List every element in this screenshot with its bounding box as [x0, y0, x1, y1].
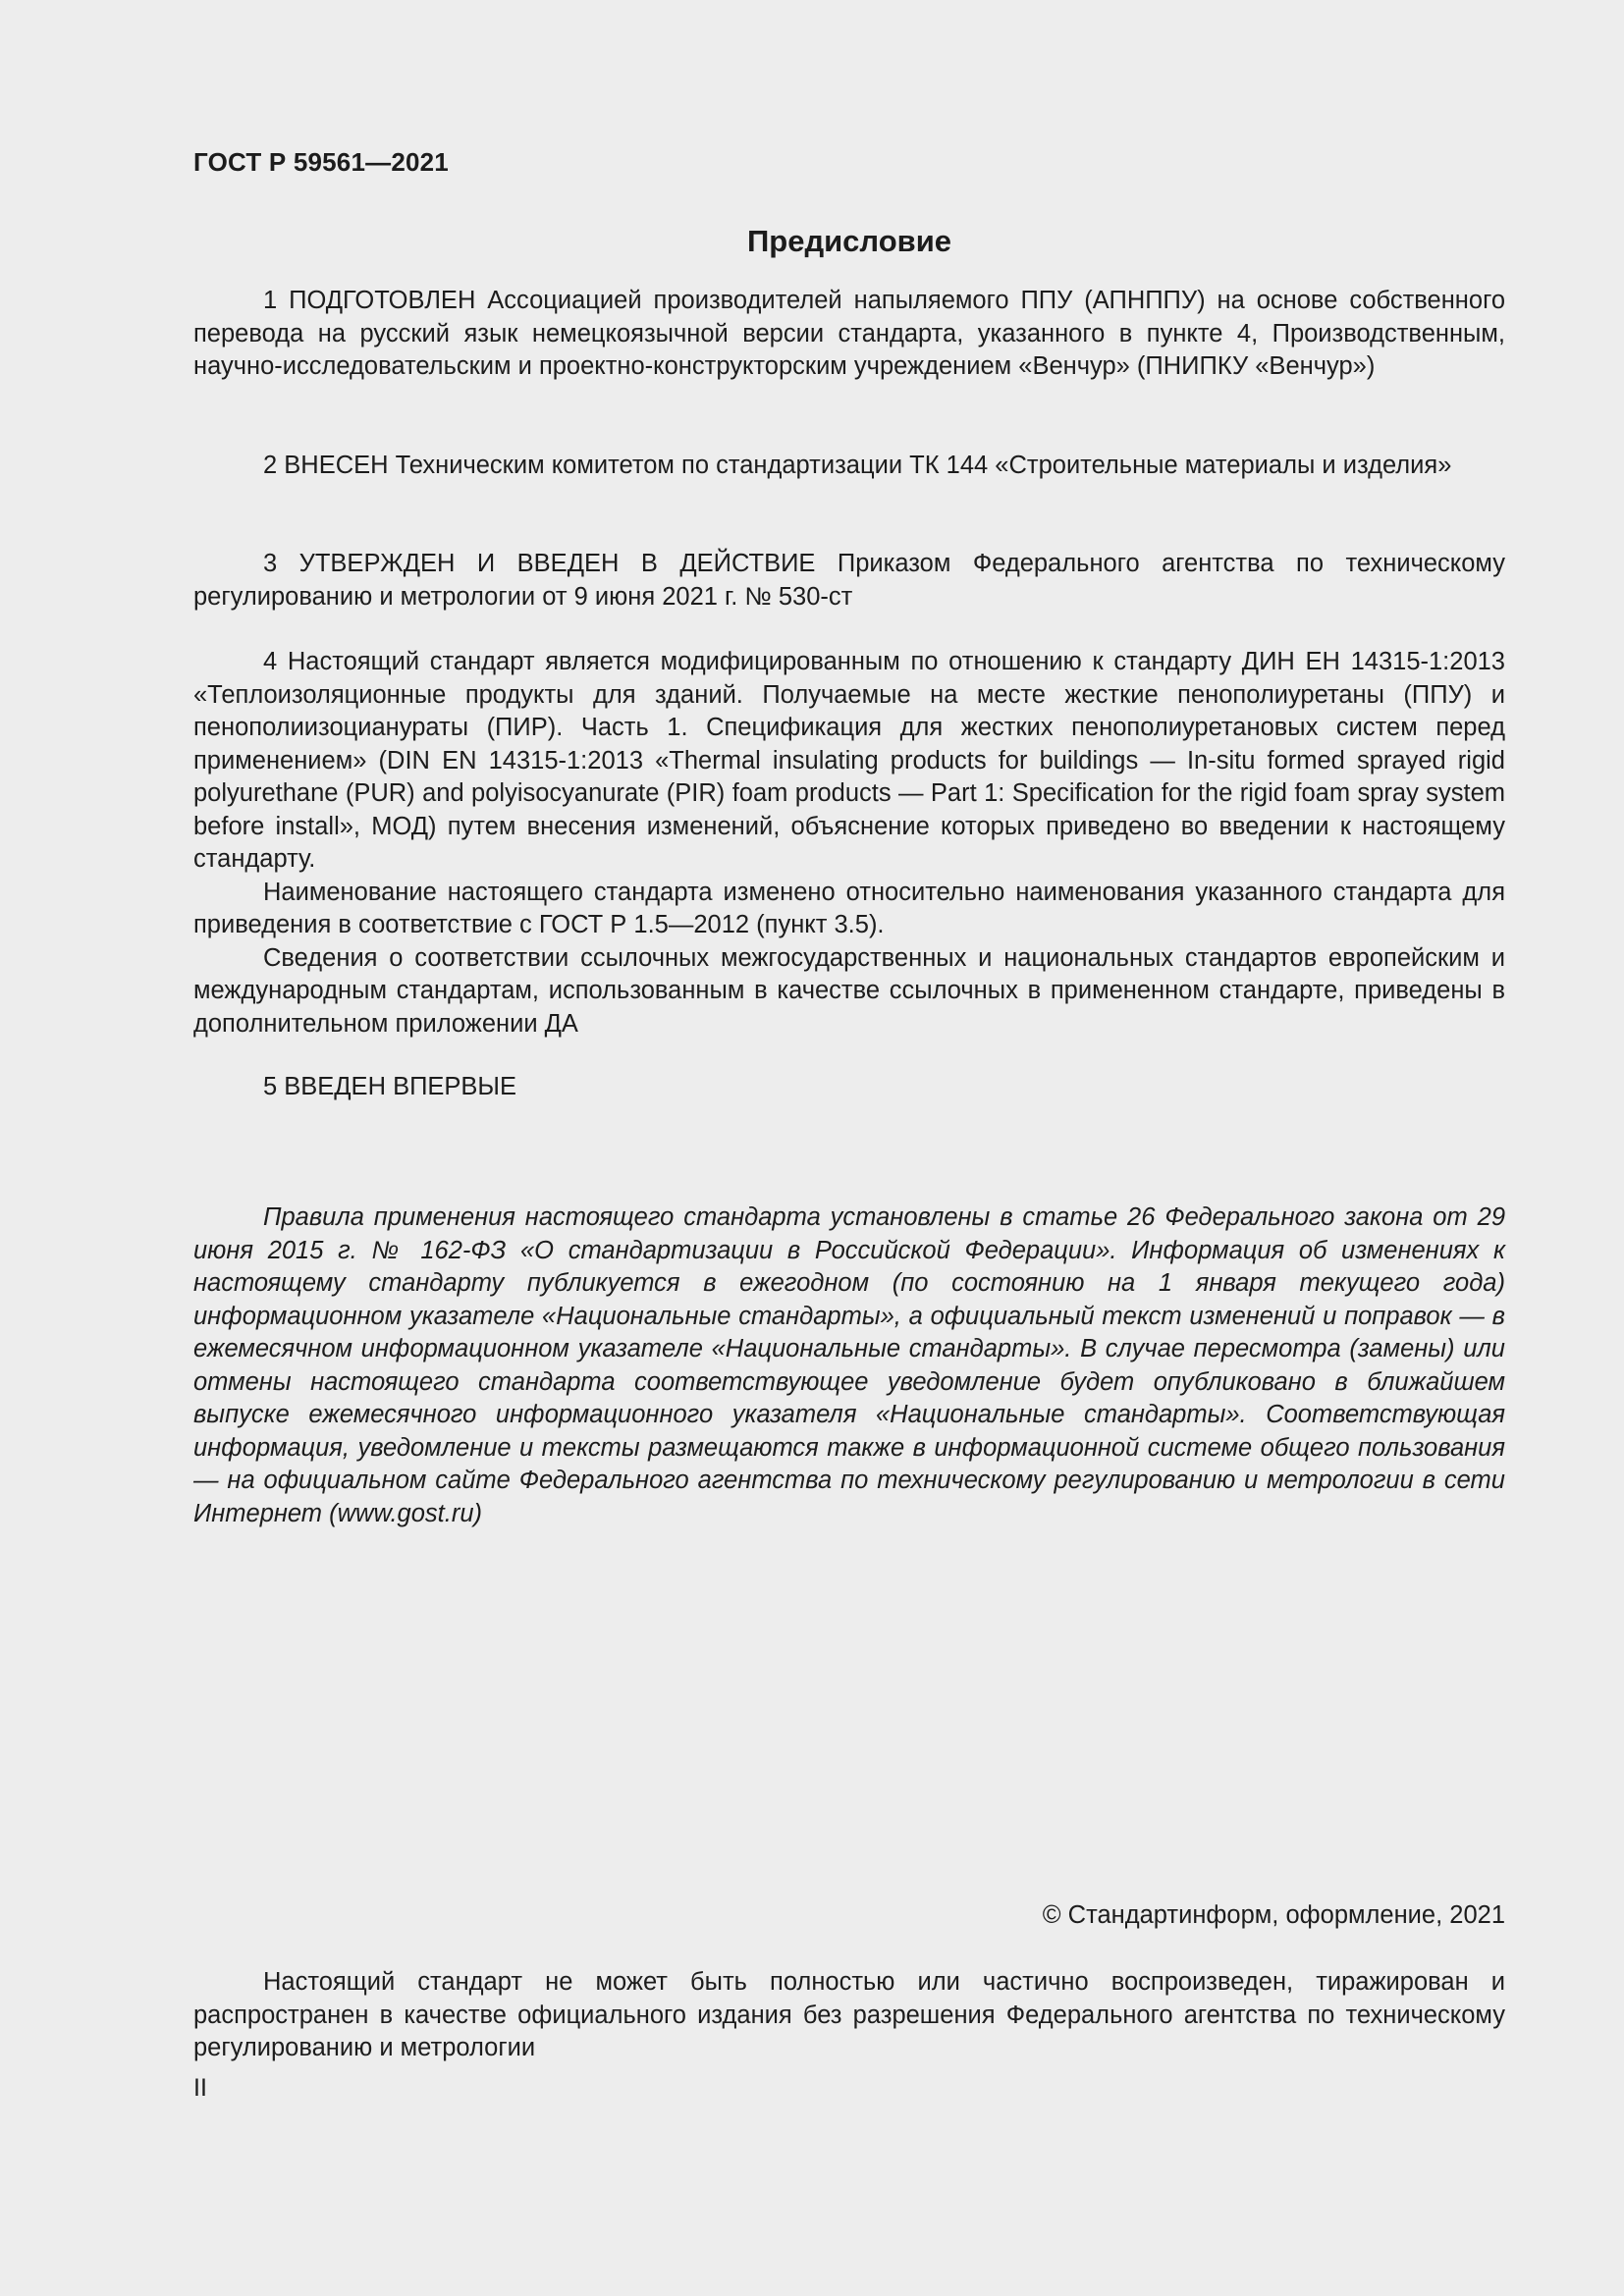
reproduction-notice — [193, 1966, 1505, 2065]
foreword-item-3-text: 3 УТВЕРЖДЕН И ВВЕДЕН В ДЕЙСТВИЕ Приказом Федерального агентства по техническому регулированию и метрологии от 9 июня 2021 г. № 530-ст — [193, 550, 1505, 611]
foreword-item-1 — [193, 285, 1505, 384]
foreword-item-4 — [193, 646, 1505, 1041]
foreword-item-1-text: 1 ПОДГОТОВЛЕН Ассоциацией производителей напыляемого ППУ (АПНППУ) на основе собственного перевода на русский язык немецкоязычной версии стандарта, указанного в пункте 4, Производственным, научно-исследовательским и проектно-конструкторским учреждением «Венчур» (ПНИПКУ «Венчур») — [193, 287, 1505, 380]
foreword-item-4-paragraph-2: Наименование настоящего стандарта изменено относительно наименования указанного стандарта для приведения в соответствие с ГОСТ Р 1.5—2012 (пункт 3.5). — [193, 878, 1505, 938]
rules-note — [193, 1201, 1505, 1530]
foreword-item-5 — [193, 1071, 1505, 1104]
foreword-item-4-text: 4 Настоящий стандарт является модифицированным по отношению к стандарту ДИН ЕН 14315-1:2013 «Теплоизоляционные продукты для зданий. Получаемые на месте жесткие пенополиуретаны (ППУ) и пенополиизоцианураты (ПИР). Часть 1. Спецификация для жестких пенополиуретановых систем перед применением» (DIN EN 14315-1:2013 «Thermal insulating products for buildings — In-situ formed sprayed rigid polyurethane (PUR) and polyisocyanurate (PIR) foam products — Part 1: Specification for the rigid foam spray system before install», МОД) путем внесения изменений, объяснение которых приведено во введении к настоящему стандарту. — [193, 648, 1505, 873]
page-number: II — [193, 2074, 207, 2102]
foreword-item-2-text: 2 ВНЕСЕН Техническим комитетом по стандартизации ТК 144 «Строительные материалы и изделия» — [263, 452, 1452, 479]
foreword-item-4-paragraph-3: Сведения о соответствии ссылочных межгосударственных и национальных стандартов европейским и международным стандартам, использованным в качестве ссылочных в примененном стандарте, приведены в дополнительном приложении ДА — [193, 943, 1505, 1038]
page-title: Предисловие — [746, 224, 951, 258]
reproduction-notice-text: Настоящий стандарт не может быть полностью или частично воспроизведен, тиражирован и распространен в качестве официального издания без разрешения Федерального агентства по техническому регулированию и метрологии — [193, 1968, 1505, 2061]
document-code-header: ГОСТ Р 59561—2021 — [193, 147, 449, 177]
foreword-item-2 — [193, 450, 1505, 483]
foreword-item-5-text: 5 ВВЕДЕН ВПЕРВЫЕ — [263, 1073, 517, 1100]
foreword-item-3 — [193, 548, 1505, 614]
rules-note-text: Правила применения настоящего стандарта установлены в статье 26 Федерального закона от 29 июня 2015 г. № 162-ФЗ «О стандартизации в Российской Федерации». Информация об изменениях к настоящему стандарту публикуется в ежегодном (по состоянию на 1 января текущего года) информационном указателе «Национальные стандарты», а официальный текст изменений и поправок — в ежемесячном информационном указателе «Национальные стандарты». В случае пересмотра (замены) или отмены настоящего стандарта соответствующее уведомление будет опубликовано в ближайшем выпуске ежемесячного информационного указателя «Национальные стандарты». Соответствующая информация, уведомление и тексты размещаются также в информационной системе общего пользования — на официальном сайте Федерального агентства по техническому регулированию и метрологии в сети Интернет (www.gost.ru) — [193, 1203, 1505, 1527]
copyright-line: © Стандартинформ, оформление, 2021 — [1042, 1901, 1505, 1929]
